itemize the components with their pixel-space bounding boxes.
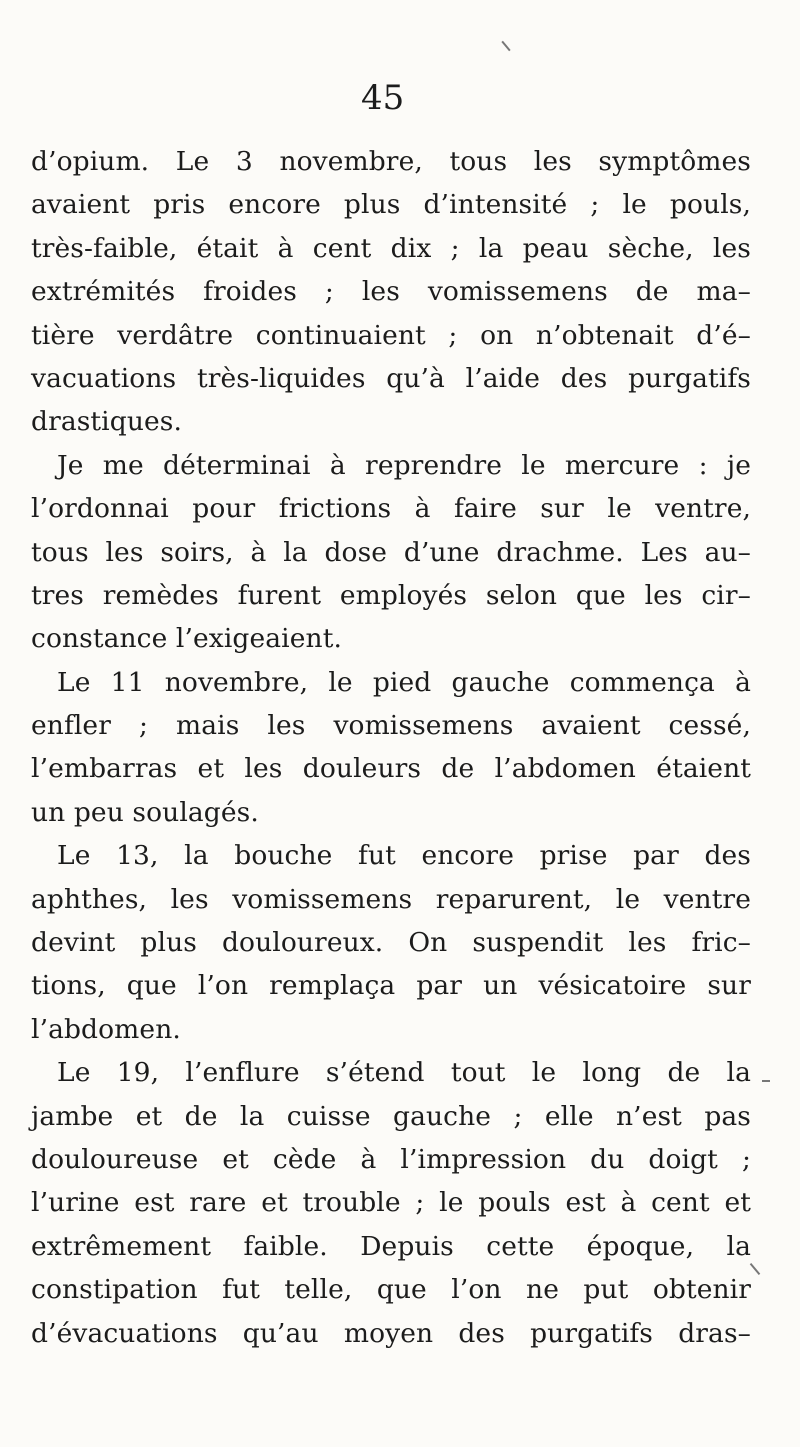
text-line: l’urine est rare et trouble ; le pouls est à cent et — [31, 1187, 751, 1219]
text-block — [31, 140, 751, 1355]
paragraph — [31, 661, 751, 835]
paragraph — [31, 444, 751, 661]
text-line: Je me déterminai à reprendre le mercure : je — [57, 449, 751, 481]
text-line: vacuations très-liquides qu’à l’aide des purgatifs — [31, 362, 751, 394]
text-line: très-faible, était à cent dix ; la peau sèche, les — [31, 232, 751, 264]
paragraph — [31, 1051, 751, 1355]
paragraph — [31, 834, 751, 1051]
paragraph — [31, 140, 751, 444]
text-line: enfler ; mais les vomissemens avaient cessé, — [31, 710, 751, 742]
text-line: aphthes, les vomissemens reparurent, le ventre — [31, 883, 751, 915]
scan-mark — [501, 41, 510, 51]
text-line: Le 11 novembre, le pied gauche commença à — [57, 666, 751, 698]
text-line: l’ordonnai pour frictions à faire sur le ventre, — [31, 493, 751, 525]
text-line: l’embarras et les douleurs de l’abdomen étaient — [31, 753, 751, 785]
text-line: tres remèdes furent employés selon que les cir– — [31, 579, 751, 611]
scan-mark — [762, 1080, 770, 1082]
text-line: tière verdâtre continuaient ; on n’obtenait d’é– — [31, 319, 751, 351]
scan-mark — [750, 1263, 761, 1275]
text-line: constipation fut telle, que l’on ne put obtenir — [31, 1274, 751, 1306]
text-line: constance l’exigeaient. — [31, 623, 342, 655]
text-line: jambe et de la cuisse gauche ; elle n’est pas — [31, 1100, 751, 1132]
text-line: un peu soulagés. — [31, 796, 259, 828]
text-line: d’évacuations qu’au moyen des purgatifs dras– — [31, 1317, 751, 1349]
text-line: Le 19, l’enflure s’étend tout le long de la — [57, 1057, 751, 1089]
text-line: tions, que l’on remplaça par un vésicatoire sur — [31, 970, 751, 1002]
text-line: extrémités froides ; les vomissemens de ma– — [31, 276, 751, 308]
text-line: tous les soirs, à la dose d’une drachme. Les au– — [31, 536, 751, 568]
text-line: drastiques. — [31, 406, 182, 438]
text-line: l’abdomen. — [31, 1013, 181, 1045]
text-line: extrêmement faible. Depuis cette époque, la — [31, 1230, 751, 1262]
page-number: 45 — [361, 78, 405, 118]
text-line: douloureuse et cède à l’impression du doigt ; — [31, 1143, 751, 1175]
text-line: avaient pris encore plus d’intensité ; le pouls, — [31, 189, 751, 221]
text-line: d’opium. Le 3 novembre, tous les symptômes — [31, 146, 751, 177]
text-line: Le 13, la bouche fut encore prise par des — [57, 840, 751, 872]
text-line: devint plus douloureux. On suspendit les fric– — [31, 927, 751, 959]
